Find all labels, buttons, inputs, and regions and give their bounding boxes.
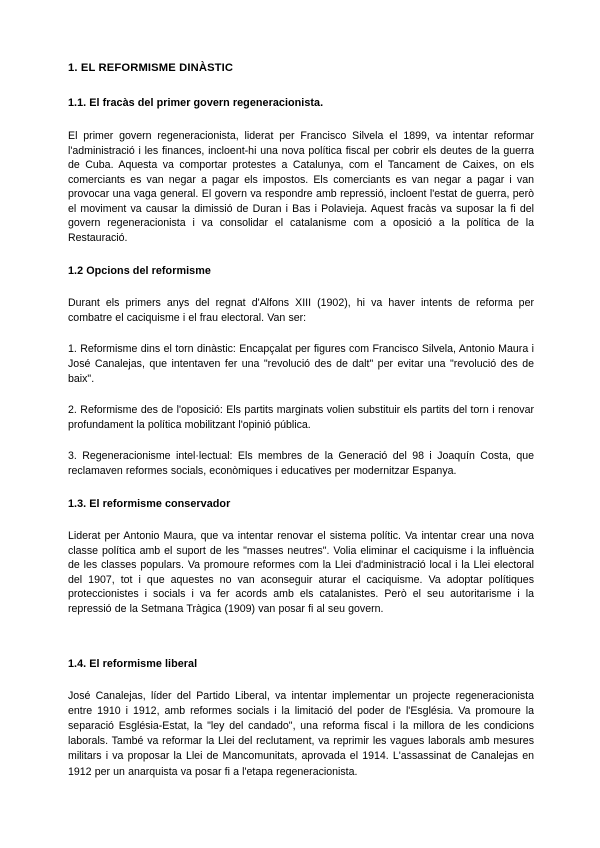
list-item-2: 2. Reformisme des de l'oposició: Els partits marginats volien substituir els partits del torn i renovar profundament la política mobilitzant l'opinió pública. xyxy=(68,404,534,431)
section-heading-1-2: 1.2 Opcions del reformisme xyxy=(68,264,211,277)
section-spacer xyxy=(68,636,534,658)
section-heading-1-1: 1.1. El fracàs del primer govern regeneracionista. xyxy=(68,97,324,110)
list-item-1: 1. Reformisme dins el torn dinàstic: Encapçalat per figures com Francisco Silvela, Antonio Maura i José Canalejas, que intentaven fer una "revolució des de dalt" per evitar una "revolució des de baix". xyxy=(68,343,534,385)
paragraph-1-4-1: José Canalejas, líder del Partido Liberal, va intentar implementar un projecte regeneracionista entre 1910 i 1912, amb reformes socials i la limitació del poder de l'Església. Va promoure la separació Església-Estat, la "ley del candado", una reforma fiscal i la millora de les condicions laborals. També va reformar la Llei del reclutament, va reprimir les vagues laborals amb mesures militars i va proposar la Llei de Mancomunitats, aprovada el 1914. L'assassinat de Canalejas en 1912 per un anarquista va posar fi a l'etapa regeneracionista. xyxy=(68,690,534,778)
list-item-3: 3. Regeneracionisme intel·lectual: Els membres de la Generació del 98 i Joaquín Costa, que reclamaven reformes socials, econòmiques i educatives per modernitzar Espanya. xyxy=(68,450,534,477)
section-body-1-4 xyxy=(68,689,534,780)
paragraph-1-3-1: Liderat per Antonio Maura, que va intentar renovar el sistema polític. Va intentar crear una nova classe política amb el suport de les "masses neutres". Volia eliminar el caciquisme i la influència de les classes populars. Va promoure reformes com la Llei d'administració local i la Llei electoral del 1907, tot i que aquestes no van aconseguir aturar el caciquisme. Va adoptar polítiques proteccionistes i socials i va fer acords amb els catalanistes. Però el seu autoritarisme i la repressió de la Setmana Tràgica (1909) van posar fi al seu govern. xyxy=(68,529,534,615)
page-title: 1. EL REFORMISME DINÀSTIC xyxy=(68,62,234,74)
document-body xyxy=(68,62,534,780)
section-heading-1-4: 1.4. El reformisme liberal xyxy=(68,657,198,670)
paragraph-1-2-1: Durant els primers anys del regnat d'Alfons XIII (1902), hi va haver intents de reforma per combatre el caciquisme i el frau electoral. Van ser: xyxy=(68,297,534,324)
paragraph-1-1-1: El primer govern regeneracionista, liderat per Francisco Silvela el 1899, va intentar reformar l'administració i les finances, incloent-hi una nova política fiscal per cobrir els deutes de la guerra de Cuba. Aquesta va comportar protestes a Catalunya, com el Tancament de Caixes, on els comerciants es van negar a pagar els impostos. Els comerciants es van negar a pagar i van provocar una vaga general. El govern va respondre amb repressió, incloent l'estat de guerra, però el moviment va causar la dimissió de Duran i Bas i Polavieja. Aquest fracàs va suposar la fi del govern regeneracionista i va consolidar el catalanisme com a oposició a la política de la Restauració. xyxy=(68,129,534,245)
section-heading-1-3: 1.3. El reformisme conservador xyxy=(68,497,231,510)
